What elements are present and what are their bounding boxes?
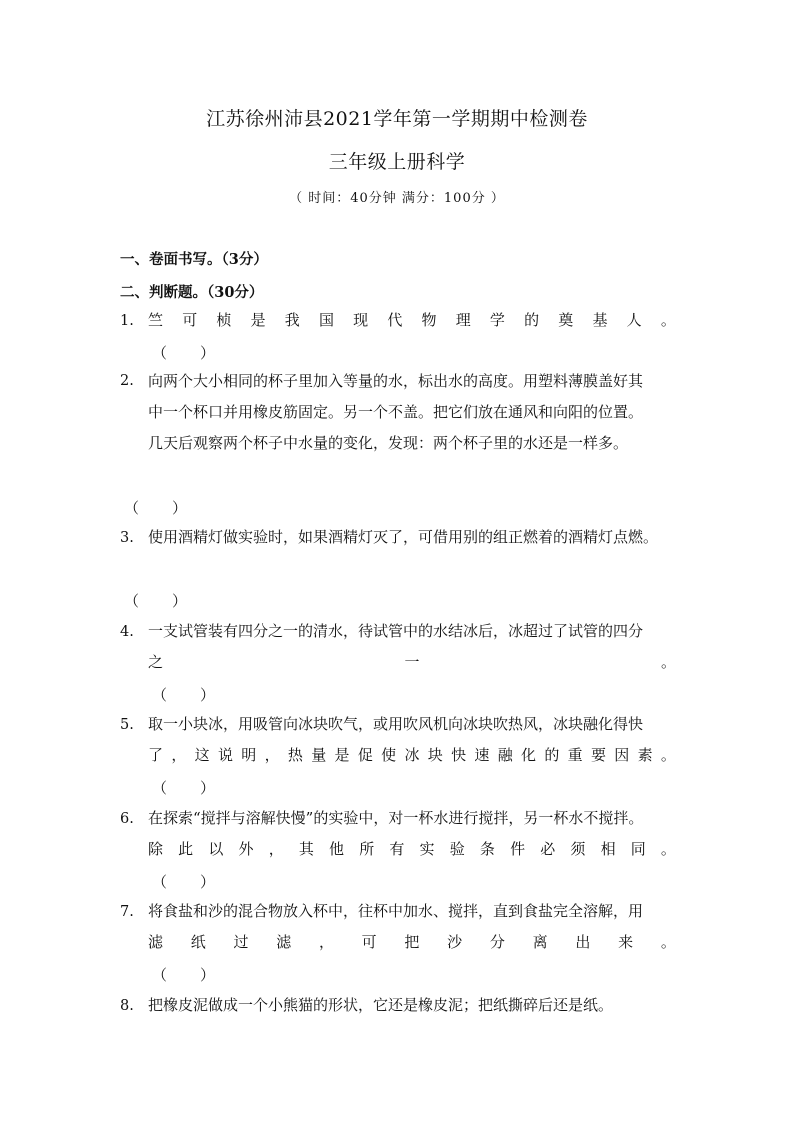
question-7-text xyxy=(148,896,676,958)
question-2-number: 2. xyxy=(120,373,134,389)
question-6-answer-paren: （ ） xyxy=(152,873,217,891)
question-5-line-2: 了 ， 这 说 明 ， 热 量 是 促 使 冰 块 快 速 融 化 的 重 要 因 素 。 xyxy=(148,746,676,764)
section-2-heading: 二、判断题。（30分） xyxy=(120,284,264,301)
question-5-text xyxy=(148,709,676,771)
section-1-heading: 一、卷面书写。（3分） xyxy=(120,251,268,268)
question-6-text xyxy=(148,803,676,865)
time-info: （ 时间：40分钟 满分：100分 ） xyxy=(289,191,505,206)
question-3-line-1: 使用酒精灯做实验时，如果酒精灯灭了，可借用别的组正燃着的酒精灯点燃。 xyxy=(148,528,659,546)
question-3-answer-paren: （ ） xyxy=(124,592,189,610)
question-7-line-1: 将食盐和沙的混合物放入杯中，往杯中加水、搅拌，直到食盐完全溶解，用 xyxy=(148,902,644,920)
question-8-text xyxy=(148,990,676,1021)
question-2-text xyxy=(148,366,676,459)
question-4-answer-paren: （ ） xyxy=(152,686,217,704)
question-7-line-2: 滤 纸 过 滤 ， 可 把 沙 分 离 出 来 。 xyxy=(148,933,676,951)
question-4-number: 4. xyxy=(120,624,134,640)
question-2-line-3: 几天后观察两个杯子中水量的变化，发现：两个杯子里的水还是一样多。 xyxy=(148,434,629,452)
question-3-number: 3. xyxy=(120,530,134,546)
question-6-number: 6. xyxy=(120,811,134,827)
question-8-number: 8. xyxy=(120,998,134,1014)
question-4-line-2: 之 一 。 xyxy=(148,653,676,671)
question-5-line-1: 取一小块冰，用吸管向冰块吹气，或用吹风机向冰块吹热风，冰块融化得快 xyxy=(148,715,644,733)
exam-subtitle: 三年级上册科学 xyxy=(328,151,466,173)
question-2-line-1: 向两个大小相同的杯子里加入等量的水，标出水的高度。用塑料薄膜盖好其 xyxy=(148,372,644,390)
question-7-answer-paren: （ ） xyxy=(152,966,217,984)
question-5-number: 5. xyxy=(120,717,134,733)
question-1-line-1: 竺 可 桢 是 我 国 现 代 物 理 学 的 奠 基 人 。 xyxy=(148,311,676,329)
question-5-answer-paren: （ ） xyxy=(152,779,217,797)
question-1-text xyxy=(148,305,676,336)
question-4-line-1: 一支试管装有四分之一的清水，待试管中的水结冰后，冰超过了试管的四分 xyxy=(148,622,644,640)
question-1-answer-paren: （ ） xyxy=(152,344,217,362)
question-4-text xyxy=(148,616,676,678)
question-2-answer-paren: （ ） xyxy=(124,499,189,517)
question-8-line-1: 把橡皮泥做成一个小熊猫的形状，它还是橡皮泥；把纸撕碎后还是纸。 xyxy=(148,996,614,1014)
question-3-text xyxy=(148,522,676,553)
question-2-line-2: 中一个杯口并用橡皮筋固定。另一个不盖。把它们放在通风和向阳的位置。 xyxy=(148,403,644,421)
question-1-number: 1. xyxy=(120,313,134,329)
exam-title: 江苏徐州沛县2021学年第一学期期中检测卷 xyxy=(206,108,588,130)
question-6-line-2: 除 此 以 外 ， 其 他 所 有 实 验 条 件 必 须 相 同 。 xyxy=(148,840,676,858)
question-7-number: 7. xyxy=(120,904,134,920)
question-6-line-1: 在探索“搅拌与溶解快慢”的实验中，对一杯水进行搅拌，另一杯水不搅拌。 xyxy=(148,809,644,827)
